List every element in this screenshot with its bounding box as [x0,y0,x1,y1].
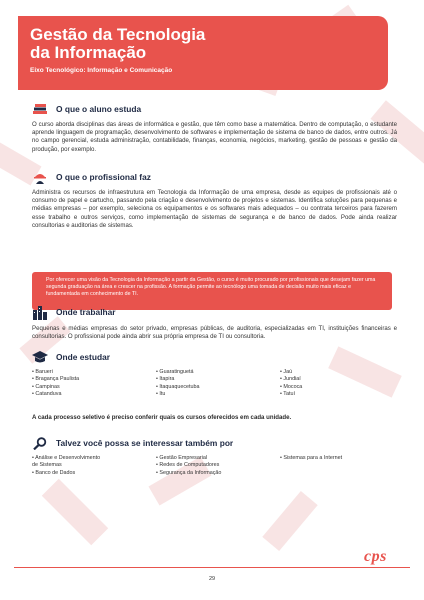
section-title: O que o profissional faz [56,172,151,182]
list-item: • Itaquaquecetuba [156,383,200,390]
footer-divider [14,567,410,568]
related-courses-list [32,455,397,477]
section-title: Onde trabalhar [56,307,116,317]
units-column-3 [280,369,390,399]
city-icon [32,306,48,318]
list-item: • Catanduva [32,391,62,398]
list-item: • Guaratinguetá [156,369,194,375]
section-interessar [32,436,397,477]
magnifier-icon [32,437,48,449]
section-title: Onde estudar [56,352,110,362]
section-title: Talvez você possa se interessar também por [56,438,234,448]
list-item: • Jaú [280,369,293,375]
page-number: 29 [208,576,216,582]
list-item: • Redes de Computadores [156,462,220,469]
page-header [18,16,388,90]
page-subtitle: Eixo Tecnológico: Informação e Comunicação [30,67,173,74]
cps-logo: cps [364,548,387,565]
section-title: O que o aluno estuda [56,104,142,114]
list-item: • Mococa [280,383,303,390]
bg-arrow-shape [42,479,108,545]
section-text: Administra os recursos de infraestrutura em Tecnologia da Informação de uma empresa, desde as equipes de profissionais até o consumo de papel e cartucho, passando pela criação e desenvolvimento de projetos e sistemas. Identifica soluções para pequenas e médias empresas – por exemplo, seleciona os equipamentos e os softwares mais adequados – ou contrata terceiros para fazerem esse trabalho e outros serviços, como implementação de sistemas de segurança e de banco de dados. Pode ainda realizar consultorias e auditorias de sistemas. [32,189,397,229]
units-list [32,369,397,399]
highlight-text: Por oferecer uma visão da Tecnologia da Informação a partir da Gestão, o curso é muito procurado por profissionais que desejam fazer uma segunda graduação na área e crescer na profissão. A formação permite ao tecnólogo uma tomada de decisão muito mais eficaz e fundamentada em conhecimento de TI. [46,277,376,297]
list-item: de Sistemas [32,462,62,469]
related-column-2 [156,455,280,477]
section-profissional [32,170,397,230]
list-item: • Sistemas para a Internet [280,455,343,461]
related-column-1 [32,455,156,477]
page-title [30,26,376,62]
books-icon [32,103,48,115]
list-item: • Jundiaí [280,376,301,383]
units-note: A cada processo seletivo é preciso conferir quais os cursos oferecidos em cada unidade. [32,414,292,421]
title-line-1: Gestão da Tecnologia [30,25,206,44]
section-trabalhar [32,304,397,341]
section-header [32,304,397,320]
list-item: • Segurança da Informação [156,469,222,476]
list-item: • Itapira [156,376,175,383]
list-item: • Análise e Desenvolvimento [32,455,101,461]
units-column-2 [156,369,280,399]
section-header [32,350,397,364]
section-text: O curso aborda disciplinas das áreas de informática e gestão, que têm como base a matemática. Dentro de computação, o estudante aprende linguagem de programação, desenvolvimento de softwares e implementação de sistema de banco de dados, entre outros. Já no campo gerencial, estuda administração, contabilidade, finanças, economia, negócios, marketing, gestão de pessoas e gestão da produção, por exemplo. [32,121,397,153]
list-item: • Barueri [32,369,53,375]
list-item: • Gestão Empresarial [156,455,208,461]
units-column-1 [32,369,156,399]
graduation-cap-icon [32,351,48,363]
list-item: • Banco de Dados [32,469,76,476]
list-item: • Bragança Paulista [32,376,80,383]
worker-icon [32,171,48,183]
section-header [32,102,397,116]
bg-arrow-shape [262,491,317,551]
title-line-2: da Informação [30,43,147,62]
list-item: • Campinas [32,383,60,390]
list-item: • Itu [156,391,166,398]
list-item: • Tatuí [280,391,295,398]
section-aluno [32,102,397,154]
related-column-3 [280,455,390,477]
section-text: Pequenas e médias empresas do setor privado, empresas públicas, de auditoria, especializadas em TI, instituições financeiras e consultorias. O profissional pode ainda abrir sua própria empresa de TI ou consultoria. [32,325,397,341]
section-header [32,436,397,450]
section-header [32,170,397,184]
section-estudar [32,350,397,399]
